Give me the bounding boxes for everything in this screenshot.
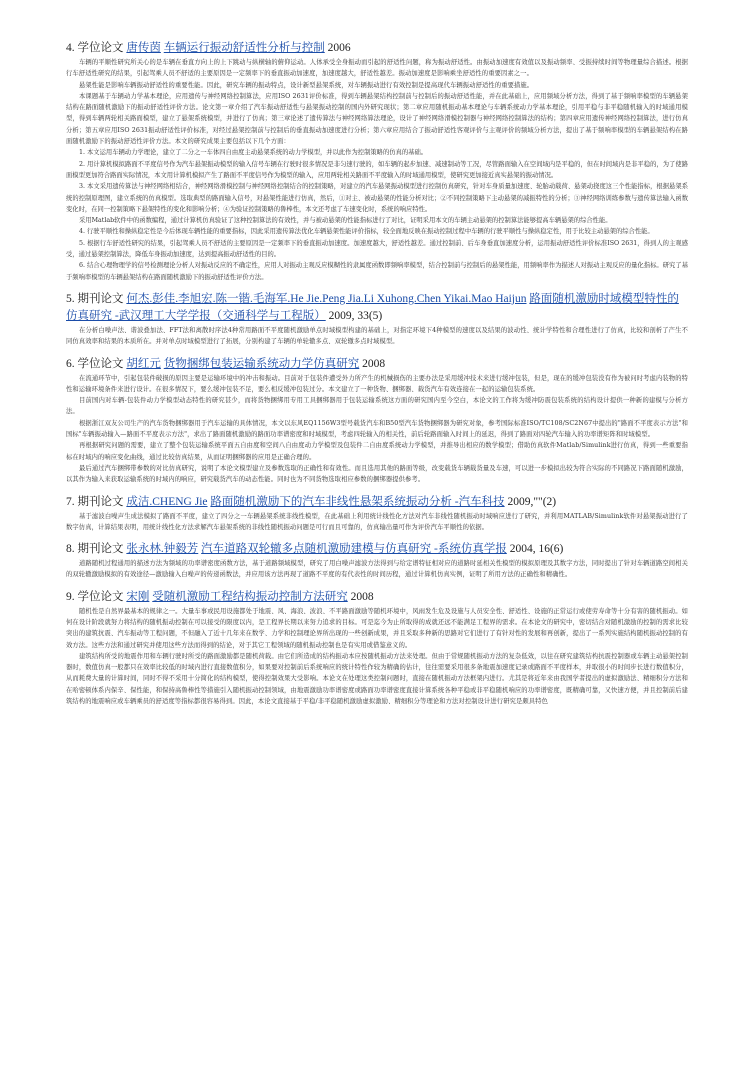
entry-type: 学位论文: [77, 42, 124, 54]
abstract-list-item: 4. 行驶平顺性和操纵稳定性是今后体现车辆性能的重要指标，因此采用遗传算法优化车辆悬架性能评价指标，较全面地反映在振动控制过程中车辆的行驶平顺性与操纵稳定性，用于比较主动悬架的综合性能。: [79, 228, 654, 236]
entry-title-link[interactable]: 货物捆绑包装运输系统动力学仿真研究: [163, 357, 360, 370]
entry-type: 学位论文: [77, 590, 124, 603]
abstract-list-item: 6. 结合心理物理学的信号检测理论分析人对振动反应的不确定性，应用人对振动主观反应模糊性的隶属度函数即频响率模型，结合控制前与控制后的悬架性能，用频响率作为描述人对振动主观反应的量化指标。研究了基于频响率模型的车辆悬架结构在路面随机激励下的振动舒适性评价方法。: [66, 262, 688, 281]
entry-year: 2009, 33(5): [328, 309, 383, 322]
entry-author-link[interactable]: 胡红元: [126, 357, 161, 370]
entry-year: 2006: [327, 42, 351, 54]
entry-title-link[interactable]: 汽车道路双轮辙多点随机激励建模与仿真研究 -系统仿真学报: [201, 543, 507, 556]
entry-type: 学位论文: [77, 357, 124, 370]
abstract-paragraph: 本课题基于车辆动力学基本理论，应用遗传与神经网络控制算法，应用ISO 2631评价标准，得到车辆悬架结构控制前与控制后的振动舒适性能，并在此基础上，应用频域分析方法，得到了基于频响率模型的车辆悬架结构在路面随机激励下的振动舒适性评价方法。论文第一章介绍了汽车振动舒适性与悬架振动控制的国内外研究现状；第二章应用随机振动基本理论与车辆系统动力学基本理论，引用平稳与非平稳随机输入的时域通用模型，得到车辆两轮相关路面模型，建立了悬架系统模型，并进行了仿真；第三章论述了遗传算法与神经网络算法理论，设计了神经网络滑模控制器与神经网络控制算法的结构；第四章应用遗传神经网络控制算法，进行仿真分析；第五章应用ISO 2631振动舒适性评价标准，对经过悬架控制前与控制后的垂直振动加速度进行分析；第六章应用结合了振动舒适性客观评价与主观评价的频域分析方法，提出了基于频响率模型的车辆悬架结构在路面随机激励下的振动舒适性评价方法。本文的研究成果主要包括以下几个方面：: [66, 92, 688, 146]
entry-header: [66, 40, 688, 57]
reference-entry-5: [66, 291, 688, 348]
reference-entry-8: [66, 541, 688, 581]
entry-number: 4.: [66, 42, 75, 54]
abstract-paragraph: 车辆的平顺性研究所关心的是车辆在垂直方向上的上下跳动与纵横轴的俯仰运动。人体承受全身振动而引起的舒适性问题，称为振动舒适性。由振动加速度有效值以及振动频率、受振持续时间等物理量综合描述。根据行车舒适性研究的结果，引起驾乘人员不舒适的主要原因是一定频率下的垂直振动加速度，加速度越大，舒适性越差。振动加速度是影响乘坐舒适性的重要因素之一。: [66, 59, 688, 78]
entry-title-link[interactable]: 路面随机激励下的汽车非线性悬架系统振动分析 -汽车科技: [210, 495, 505, 508]
entry-number: 7.: [66, 495, 75, 508]
entry-author-link[interactable]: 唐传茵: [126, 42, 161, 54]
reference-entry-4: [66, 40, 688, 283]
entry-year: 2004, 16(6): [509, 543, 564, 556]
abstract-paragraph: 目前国内对车辆-包装件动力学模型动态特性的研究甚少，而将货物捆绑用专用工具捆绑器用于包装运输系统这方面的研究国内至今空白，本论文的工作将为缓冲防震包装系统的结构设计提供一种新的建模与分析方法。: [66, 397, 688, 416]
entry-type: 期刊论文: [77, 292, 124, 305]
abstract-list-item: 采用Matlab软件中的函数编程，通过计算机仿真验证了这种控制算法的有效性，并与被动悬架的性能指标进行了对比，证明采用本文的车辆主动悬架的控制算法能够提高车辆悬架的综合性能。: [79, 217, 612, 225]
entry-number: 9.: [66, 590, 75, 603]
entry-title-link[interactable]: 车辆运行振动舒适性分析与控制: [163, 42, 325, 54]
abstract-paragraph: 建筑结构所受的地震作用和车辆行驶时所受的路面激励都是随机荷载。由它们所造成的结构振动本应按随机振动方法来处理。但由于常规随机振动方法的复杂低效，以往在研究建筑结构抗震控制器或车辆主动悬架控制器时，数值仿真一般都只在效率比较低的时域内进行直接数值积分，如果要对控制前后系统响应的统计特性作较为精确的估计，往往需要采用很多条地震加速度记录或路面不平度样本，并取很小的时间步长进行数值积分，从而耗费大量的计算时间，同时不得不采用十分简化的结构模型，使得控制效果大受影响。本论文在处理这类控制问题时，直接在随机振动方法框架内进行。尤其是将近年来由我国学者提出的虚拟激励法、精细积分方法和在哈密顿体系内保辛、保性能，和保持高鲁棒性等措施引入随机振动控制领域，由地震激励功率谱密度或路面功率谱密度直接计算系统各种平稳或非平稳随机响应的功率谱密度，既精确可靠，又快速方便，并且控制前后建筑结构的地震响应或车辆乘员的舒适度等指标都很容易得到。因此，本论文直接基于平稳/非平稳随机激励虚拟激励、精细积分等理论和方法对控制设计进行研究是颇具特色: [66, 652, 688, 706]
abstract-paragraph: 再根据研究问题的需要，建立了整个包装运输系统平面五自由度和空间八自由度动力学模型及包装件二自由度系统动力学模型，并推导出相应的数学模型；借助仿真软件Matlab/Simulink进行仿真，得到一些重要指标在时域内的响应变化曲线，通过比较仿真结果，从而证明捆绑器的应用是正确合理的。: [66, 442, 688, 461]
abstract-paragraph: 根据浙江双友公司生产的汽车货物捆绑器用于汽车运输的具体情况，本文以东风EQ1156W3型号载货汽车和B50型汽车货物捆绑器为研究对象，参考国际标准ISO/TC108/SC2N67中提出的"路面不平度表示方法"和国标"车辆振动输入—路面不平度表示方法"，求出了路面随机激励的路面功率谱密度和时域模型，考虑四轮输入的相关性，前后轮路面输入时间上的延迟，得到了路面对四轮汽车输入的功率谱矩阵和时域模型。: [66, 419, 688, 439]
abstract-list-item: 5. 根据行车舒适性研究的结果，引起驾乘人员不舒适的主要原因是一定频率下的垂直振动加速度。加速度越大，舒适性越差。通过控制前、后车身垂直加速度分析，运用振动舒适性评价标准ISO 2631，得到人的主观感受，通过悬架控制算法，降低车身振动加速度，达到提高振动舒适性的目的。: [66, 239, 688, 259]
reference-entry-7: [66, 494, 688, 534]
entry-number: 5.: [66, 292, 75, 305]
entry-title-link[interactable]: 路面随机激励时域模型特性的仿真研究 -武汉理工大学学报（交通科学与工程版）: [66, 292, 679, 322]
entry-header: [66, 356, 688, 373]
document-page: [66, 40, 688, 715]
abstract-paragraph: 在分析白噪声法、谐波叠加法、FFT法和离散时序法4种常用路面不平度随机激励单点时域模型构建的基础上，对指定环境下4种模型的速度以及结果的波动性、统计学特性和合理性进行了仿真，比较和剖析了产生不同仿真效率和结果的本质所在。并对单点时域模型进行了拓展，分别构建了车辆的单轮辙多点、双轮辙多点时域模型。: [66, 326, 688, 346]
entry-number: 6.: [66, 357, 75, 370]
reference-entry-9: [66, 589, 688, 708]
abstract-list-item: 1. 本文运用车辆动力学理论，建立了二分之一车体四自由度主动悬架系统的动力学模型，并以此作为控制策略的仿真的基础。: [79, 149, 428, 157]
abstract-list-item: 2. 用计算机模拟路面不平度信号作为汽车悬架振动模型的输入信号车辆在行驶时很多情况是非匀速行驶的，如车辆的起步加速、减速制动等工况，尽管路面输入在空间域内是平稳的，但在时间域内是非平稳的，为了使路面模型更加符合路面实际情况，本文用计算机模拟产生了路面不平度信号作为模型的输入，应用两轮相关路面不平度输入的时域通用模型，使研究更加接近真实悬架的振动情况。: [66, 160, 688, 179]
entry-type: 期刊论文: [77, 543, 124, 556]
entry-author-link[interactable]: 宋刚: [126, 590, 150, 603]
abstract-paragraph: 在流通环节中，引起包装件破损的原因主要是运输环境中的冲击和振动。目前对于包装件遭受外力所产生的机械损伤的主要办法是采用缓冲技术来进行缓冲包装，但是，现在的缓冲包装没有作为被问时考虑内装物的特性和运输环境条件来进行设计。在很多情况下，要么缓冲包装不足，要么相反缓冲包装过分。本文建立了一种货物、捆绑器、载货汽车有效连接在一起的运输包装系统。: [66, 374, 688, 393]
entry-type: 期刊论文: [77, 495, 124, 508]
entry-author-link[interactable]: 何杰.彭佳.李旭宏.陈一锴.毛海军.He Jie.Peng Jia.Li Xuhong.Chen Yikai.Mao Haijun: [126, 292, 527, 305]
entry-year: 2008: [362, 357, 386, 370]
abstract-paragraph: 最后通过汽车捆绑带参数的对比仿真研究，说明了本论文模型建立及参数选取的正确性和有效性。而且选用其他的路面等级，改变载货车辆载货量及车速，可以进一步模拟出较为符合实际的不同路况下路面随机激励，以其作为输入来获取运输系统的时域内的响应，研究载货汽车的动态性能。同时也为不同货物选取相应参数的捆绑器提供参考。: [66, 464, 688, 484]
entry-header: [66, 541, 688, 558]
abstract-paragraph: 基于滤波白噪声生成法模拟了路面不平度，建立了四分之一车辆悬架系统非线性模型，在此基础上利用统计线性化方法对汽车非线性随机振动时域响应进行了研究，并利用MATLAB/Simulink软件对悬架振动进行了数字仿真，计算结果表明，用统计线性化方法求解汽车悬架系统的非线性随机振动问题是可行而且可靠的，仿真输出量可作为评价汽车平顺性的依据。: [66, 512, 688, 531]
entry-year: 2008: [350, 590, 374, 603]
entry-header: [66, 589, 688, 606]
abstract-paragraph: 悬架性能是影响车辆振动舒适性的重要性能。因此，研究车辆的振动特点，设计新型悬架系统，对车辆振动进行有效控制是提高现代车辆振动舒适性的重要措施。: [79, 81, 534, 89]
entry-number: 8.: [66, 543, 75, 556]
entry-year: 2009,""(2): [507, 495, 557, 508]
entry-header: [66, 291, 688, 325]
abstract-paragraph: 道路随机过程通用的描述方法为频域的功率谱密度函数方法，基于道路频域模型，研究了用白噪声滤波方法得到与给定谱特征相对应的道路时延相关性模型的模拟原理及其数字方法，同时提出了针对车辆道路空间相关的双轮辙激励模拟的有效途径—激励输入白噪声的传递函数法，并应用该方法再现了道路不平度的有代表性的时间历程，通过计算机仿真实例，证明了所用方法的正确性和精确性。: [66, 560, 688, 579]
entry-author-link[interactable]: 成洁.CHENG Jie: [126, 495, 208, 508]
entry-header: [66, 494, 688, 511]
entry-author-link[interactable]: 张永林.钟毅芳: [126, 543, 199, 556]
abstract-list-item: 3. 本文采用遗传算法与神经网络相结合，神经网络滑模控制与神经网络控制结合的控制策略，对建立的汽车悬架振动模型进行控制仿真研究，针对车身质量加速度、轮胎动载荷、悬架动挠度这三个性能指标，根据悬架系统的控制原理图，建立系统的仿真模型。选取典型的路面输入信号，对悬架性能进行仿真，然后，①对主、被动悬架的性能分析对比；②不同控制策略下主动悬架的减振特性的分析；③神经网络训练参数与遗传算法输入函数变化时，在同一控制策略下悬架特性的变化和影响分析；④为验证控制策略的鲁棒性，本文还考虑了车速变化时，系统的响应特性。: [66, 183, 688, 213]
reference-entry-6: [66, 356, 688, 486]
abstract-paragraph: 随机性是自然界最基本的规律之一。大量车事或民用设施都处于地震、风、海浪、波浪、不平路面激励等随机环境中，风雨发生危及设施与人员安全性、舒适性、设施的正常运行或使劳寿命等十分有害的随机振动。如何在设计阶段就努力将结构的随机振动控制在可以接受的限度以内，是工程界长期以来努力追求的目标。可是迄今为止所取得的成就还远不能满足工程界的需求。在本论文的研究中，密切结合对随机激励的控制的需求比较突出的建筑抗震、汽车振动等工程问题，不但融入了近十几年来在数学、力学和控制理论界所出现的一些创新成果，并且采取多种新的思路对它们进行了有针对性的发展和再创新，提出了一系列实施结构随机振动控制的有效方法。这些方法和通过研究并使用这些方法而得到的结论，对于其它工程领域的随机振动控制也是有实用或借鉴意义的。: [66, 607, 688, 649]
entry-title-link[interactable]: 受随机激励工程结构振动控制方法研究: [152, 590, 348, 603]
